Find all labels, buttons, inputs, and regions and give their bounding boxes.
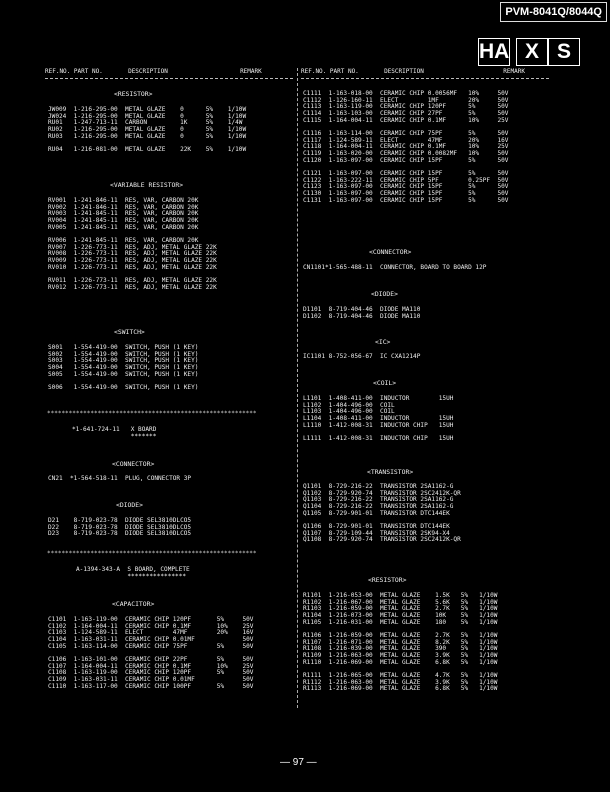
- capacitor-list-continued: C1111 1-163-018-00 CERAMIC CHIP 0.0056MF 10% 50V C1112 1-126-160-11 ELECT 1MF 20% 50V C1113 1-163-119-00 CERAMIC CHIP 120PF 5% 50V C1114 1-163-103-00 CERAMIC CHIP 27PF 5% 50V C1115 1-164-004-11 CERAMIC CHIP 0.1MF 10% 25V C1116 1-163-114-00 CERAMIC CHIP 75PF 5% 50V C1117 1-124-589-11 ELECT 47MF 20% 16V C1118 1-164-004-11 CERAMIC CHIP 0.1MF 10% 25V C1119 1-163-020-00 CERAMIC CHIP 0.0082MF 10% 50V C1120 1-163-097-00 CERAMIC CHIP 15PF 5% 50V C1121 1-163-097-00 CERAMIC CHIP 15PF 5% 50V C1122 1-163-222-11 CERAMIC CHIP 5PF 0.25PF 50V C1123 1-163-097-00 CERAMIC CHIP 15PF 5% 50V C1130 1-163-097-00 CERAMIC CHIP 15PF 5% 50V C1131 1-163-097-00 CERAMIC CHIP 15PF 5% 50V: [303, 90, 509, 204]
- page-number: — 97 —: [280, 757, 317, 768]
- model-label: PVM-8041Q/8044Q: [500, 2, 607, 22]
- column-header-left: REF.NO. PART NO. DESCRIPTION REMARK: [45, 68, 262, 75]
- ic-list: IC1101 8-752-056-67 IC CXA1214P: [303, 353, 421, 360]
- connector-list: CN21 *1-564-518-11 PLUG, CONNECTOR 3P: [48, 475, 192, 482]
- diode-list: D21 8-719-023-78 DIODE SEL3810DLCO5 D22 8-719-023-78 DIODE SEL3810DLCO5 D23 8-719-023-78 DIODE SEL3810DLCO5: [48, 517, 192, 538]
- section-title-diode: <DIODE>: [116, 501, 143, 509]
- section-title-connector: <CONNECTOR>: [112, 460, 155, 468]
- section-title-connector: <CONNECTOR>: [369, 248, 412, 256]
- x-board-entry: *1-641-724-11 X BOARD *******: [72, 426, 157, 440]
- column-header-right: REF.NO. PART NO. DESCRIPTION REMARK: [301, 68, 525, 75]
- section-title-resistor: <RESISTOR>: [114, 90, 153, 98]
- separator-stars: **********************************************************: [47, 550, 257, 557]
- region-badge-s: S: [548, 38, 580, 66]
- section-title-switch: <SWITCH>: [114, 328, 145, 336]
- section-title-ic: <IC>: [375, 338, 391, 346]
- header-underline-right: [301, 78, 549, 79]
- section-title-capacitor: <CAPACITOR>: [112, 600, 155, 608]
- header-underline-left: [45, 78, 293, 79]
- separator-stars: **********************************************************: [47, 410, 257, 417]
- resistor-list: R1101 1-216-053-00 METAL GLAZE 1.5K 5% 1/10W R1102 1-216-067-00 METAL GLAZE 5.6K 5% 1/10W R1103 1-216-059-00 METAL GLAZE 2.7K 5% 1/10W R1104 1-216-073-00 METAL GLAZE 10K 5% 1/10W R1105 1-216-031-00 METAL GLAZE 180 5% 1/10W R1106 1-216-059-00 METAL GLAZE 2.7K 5% 1/10W R1107 1-216-071-00 METAL GLAZE 8.2K 5% 1/10W R1108 1-216-039-00 METAL GLAZE 390 5% 1/10W R1109 1-216-063-00 METAL GLAZE 3.9K 5% 1/10W R1110 1-216-069-00 METAL GLAZE 6.8K 5% 1/10W R1111 1-216-065-00 METAL GLAZE 4.7K 5% 1/10W R1112 1-216-063-00 METAL GLAZE 3.9K 5% 1/10W R1113 1-216-069-00 METAL GLAZE 6.8K 5% 1/10W: [303, 592, 498, 693]
- region-badge-ha: HA: [478, 38, 510, 66]
- coil-list: L1101 1-408-411-00 INDUCTOR 15UH L1102 1-404-496-00 COIL L1103 1-404-496-00 COIL L1104 1-408-411-00 INDUCTOR 15UH L1110 1-412-008-31 INDUCTOR CHIP 15UH L1111 1-412-008-31 INDUCTOR CHIP 15UH: [303, 395, 454, 442]
- s-board-entry: A-1394-343-A S BOARD, COMPLETE ****************: [76, 566, 190, 580]
- section-title-resistor: <RESISTOR>: [368, 576, 407, 584]
- connector-list: CN1101*1-565-488-11 CONNECTOR, BOARD TO BOARD 12P: [303, 264, 487, 271]
- resistor-list: JW009 1-216-295-00 METAL GLAZE 0 5% 1/10W JW024 1-216-295-00 METAL GLAZE 0 5% 1/10W RU01 1-247-713-11 CARBON 1K 5% 1/4W RU02 1-216-295-00 METAL GLAZE 0 5% 1/10W RU03 1-216-295-00 METAL GLAZE 0 5% 1/10W RU04 1-216-081-00 METAL GLAZE 22K 5% 1/10W: [48, 106, 247, 153]
- region-badge-x: X: [516, 38, 548, 66]
- section-title-transistor: <TRANSISTOR>: [367, 468, 414, 476]
- section-title-variable-resistor: <VARIABLE RESISTOR>: [110, 181, 184, 189]
- section-title-coil: <COIL>: [373, 379, 397, 387]
- diode-list: D1101 8-719-404-46 DIODE MA110 D1102 8-719-404-46 DIODE MA110: [303, 306, 421, 320]
- switch-list: S001 1-554-419-00 SWITCH, PUSH (1 KEY) S002 1-554-419-00 SWITCH, PUSH (1 KEY) S003 1-554-419-00 SWITCH, PUSH (1 KEY) S004 1-554-419-00 SWITCH, PUSH (1 KEY) S005 1-554-419-00 SWITCH, PUSH (1 KEY) S006 1-554-419-00 SWITCH, PUSH (1 KEY): [48, 344, 199, 391]
- column-divider: [297, 68, 298, 708]
- transistor-list: Q1101 8-729-216-22 TRANSISTOR 2SA1162-G Q1102 8-729-920-74 TRANSISTOR 2SC2412K-QR Q1103 8-729-216-22 TRANSISTOR 2SA1162-G Q1104 8-729-216-22 TRANSISTOR 2SA1162-G Q1105 8-729-901-01 TRANSISTOR DTC144EK Q1106 8-729-901-01 TRANSISTOR DTC144EK Q1107 8-729-109-44 TRANSISTOR 2SK94-X4 Q1108 8-729-920-74 TRANSISTOR 2SC2412K-QR: [303, 483, 461, 544]
- capacitor-list: C1101 1-163-119-00 CERAMIC CHIP 120PF 5% 50V C1102 1-164-004-11 CERAMIC CHIP 0.1MF 10% 25V C1103 1-124-589-11 ELECT 47MF 20% 16V C1104 1-163-031-11 CERAMIC CHIP 0.01MF 50V C1105 1-163-114-00 CERAMIC CHIP 75PF 5% 50V C1106 1-163-101-00 CERAMIC CHIP 22PF 5% 50V C1107 1-164-004-11 CERAMIC CHIP 0.1MF 10% 25V C1108 1-163-119-00 CERAMIC CHIP 120PF 5% 50V C1109 1-163-031-11 CERAMIC CHIP 0.01MF 50V C1110 1-163-117-00 CERAMIC CHIP 100PF 5% 50V: [48, 616, 254, 690]
- variable-resistor-list: RV001 1-241-846-11 RES, VAR, CARBON 20K RV002 1-241-846-11 RES, VAR, CARBON 20K RV003 1-241-845-11 RES, VAR, CARBON 20K RV004 1-241-845-11 RES, VAR, CARBON 20K RV005 1-241-845-11 RES, VAR, CARBON 20K RV006 1-241-845-11 RES, VAR, CARBON 20K RV007 1-226-773-11 RES, ADJ, METAL GLAZE 22K RV008 1-226-773-11 RES, ADJ, METAL GLAZE 22K RV009 1-226-773-11 RES, ADJ, METAL GLAZE 22K RV010 1-226-773-11 RES, ADJ, METAL GLAZE 22K RV011 1-226-773-11 RES, ADJ, METAL GLAZE 22K RV012 1-226-773-11 RES, ADJ, METAL GLAZE 22K: [48, 197, 217, 291]
- section-title-diode: <DIODE>: [371, 290, 398, 298]
